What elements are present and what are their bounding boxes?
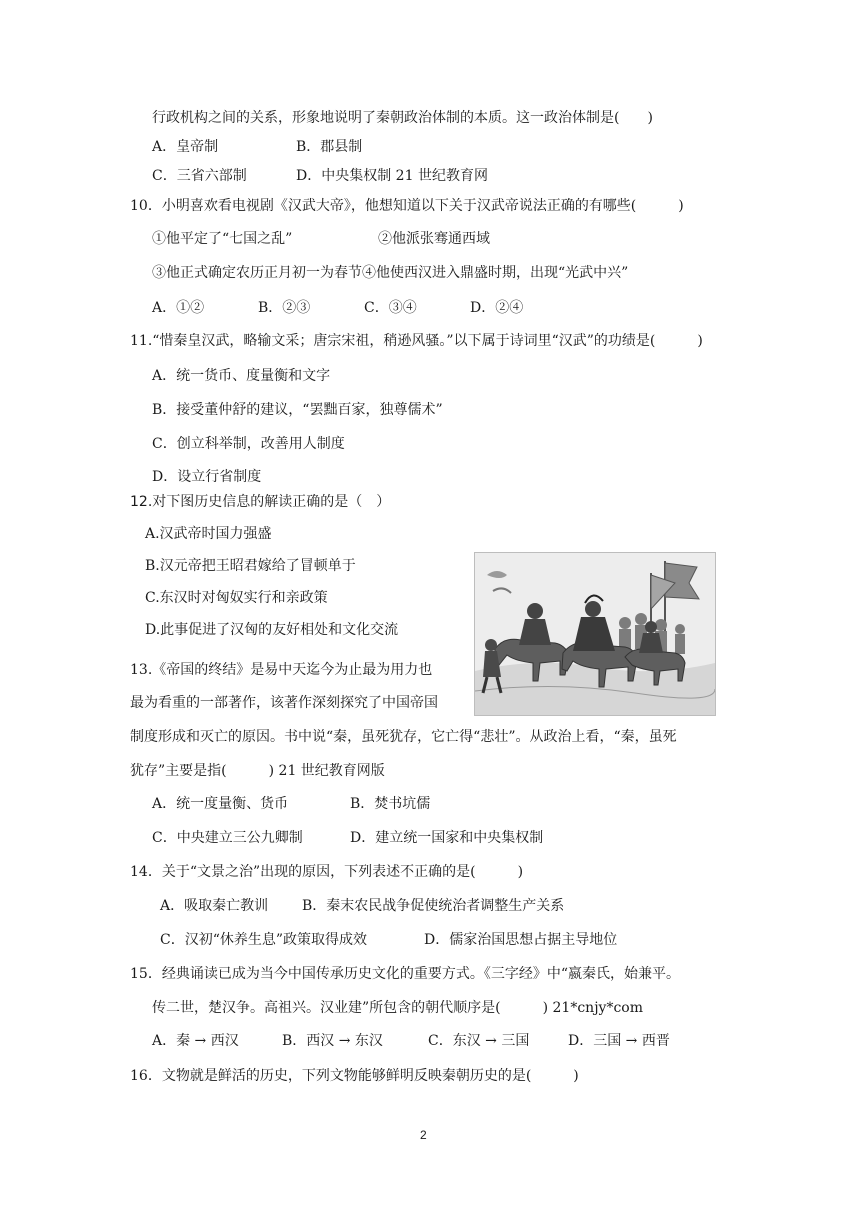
q9-option-d: D．中央集权制 21 世纪教育网 — [296, 168, 488, 184]
q9-option-c: C．三省六部制 — [152, 168, 247, 184]
q9-continuation: 行政机构之间的关系，形象地说明了秦朝政治体制的本质。这一政治体制是( ) — [152, 110, 653, 126]
q10-item-2: ②他派张骞通西域 — [378, 231, 490, 247]
q11-option-c: C．创立科举制，改善用人制度 — [152, 436, 345, 452]
q10-option-c: C．③④ — [364, 300, 417, 316]
q11-option-a: A．统一货币、度量衡和文字 — [152, 368, 331, 384]
q9-option-b: B．郡县制 — [296, 139, 363, 155]
q13-option-a: A．统一度量衡、货币 — [152, 796, 289, 812]
q10-stem: 10．小明喜欢看电视剧《汉武大帝》，他想知道以下关于汉武帝说法正确的有哪些( ) — [130, 198, 684, 214]
q10-option-b: B．②③ — [258, 300, 311, 316]
q9-option-a: A．皇帝制 — [152, 139, 219, 155]
q10-option-a: A．①② — [152, 300, 205, 316]
q13-line-2: 最为看重的一部著作，该著作深刻探究了中国帝国 — [130, 695, 438, 711]
q15-line-1: 15．经典诵读已成为当今中国传承历史文化的重要方式。《三字经》中“嬴秦氏，始兼平。 — [130, 966, 680, 982]
q16-stem: 16．文物就是鲜活的历史，下列文物能够鲜明反映秦朝历史的是( ) — [130, 1068, 579, 1084]
q13-option-b: B．焚书坑儒 — [350, 796, 431, 812]
q12-option-a: A.汉武帝时国力强盛 — [145, 526, 272, 542]
q13-line-4: 犹存”主要是指( ) 21 世纪教育网版 — [130, 763, 385, 779]
q14-stem: 14．关于“文景之治”出现的原因，下列表述不正确的是( ) — [130, 864, 524, 880]
zhaojun-caravan-illustration — [474, 552, 716, 716]
q14-option-c: C．汉初“休养生息”政策取得成效 — [160, 932, 368, 948]
q10-item-1: ①他平定了“七国之乱” — [152, 231, 293, 247]
q12-option-c: C.东汉时对匈奴实行和亲政策 — [145, 590, 328, 606]
q13-option-c: C．中央建立三公九卿制 — [152, 830, 303, 846]
q15-line-2: 传二世，楚汉争。高祖兴。汉业建”所包含的朝代顺序是( ) 21*cnjy*com — [152, 1000, 643, 1016]
q14-option-b: B．秦末农民战争促使统治者调整生产关系 — [302, 898, 565, 914]
q13-option-d: D．建立统一国家和中央集权制 — [350, 830, 544, 846]
q11-option-b: B．接受董仲舒的建议，“罢黜百家，独尊儒术” — [152, 402, 443, 418]
q11-stem: 11.“惜秦皇汉武，略输文采；唐宗宋祖，稍逊风骚。”以下属于诗词里“汉武”的功绩是( ) — [130, 333, 703, 349]
q12-stem: 12.对下图历史信息的解读正确的是（ ） — [130, 494, 391, 510]
q12-option-d: D.此事促进了汉匈的友好相处和文化交流 — [145, 622, 399, 638]
q14-option-d: D．儒家治国思想占据主导地位 — [424, 932, 618, 948]
q15-option-b: B．西汉 → 东汉 — [282, 1033, 383, 1049]
q12-option-b: B.汉元帝把王昭君嫁给了冒顿单于 — [145, 558, 356, 574]
q13-line-3: 制度形成和灭亡的原因。书中说“秦，虽死犹存，它亡得“悲壮”。从政治上看，“秦，虽死 — [130, 729, 677, 745]
q10-option-d: D．②④ — [470, 300, 524, 316]
page-number: 2 — [420, 1128, 427, 1142]
q13-line-1: 13.《帝国的终结》是易中天迄今为止最为用力也 — [130, 662, 433, 678]
q15-option-c: C．东汉 → 三国 — [428, 1033, 530, 1049]
q15-option-a: A．秦 → 西汉 — [152, 1033, 239, 1049]
q10-items-3-4: ③他正式确定农历正月初一为春节④他使西汉进入鼎盛时期，出现“光武中兴” — [152, 265, 629, 281]
q11-option-d: D．设立行省制度 — [152, 469, 262, 485]
q14-option-a: A．吸取秦亡教训 — [160, 898, 269, 914]
q15-option-d: D．三国 → 西晋 — [568, 1033, 670, 1049]
